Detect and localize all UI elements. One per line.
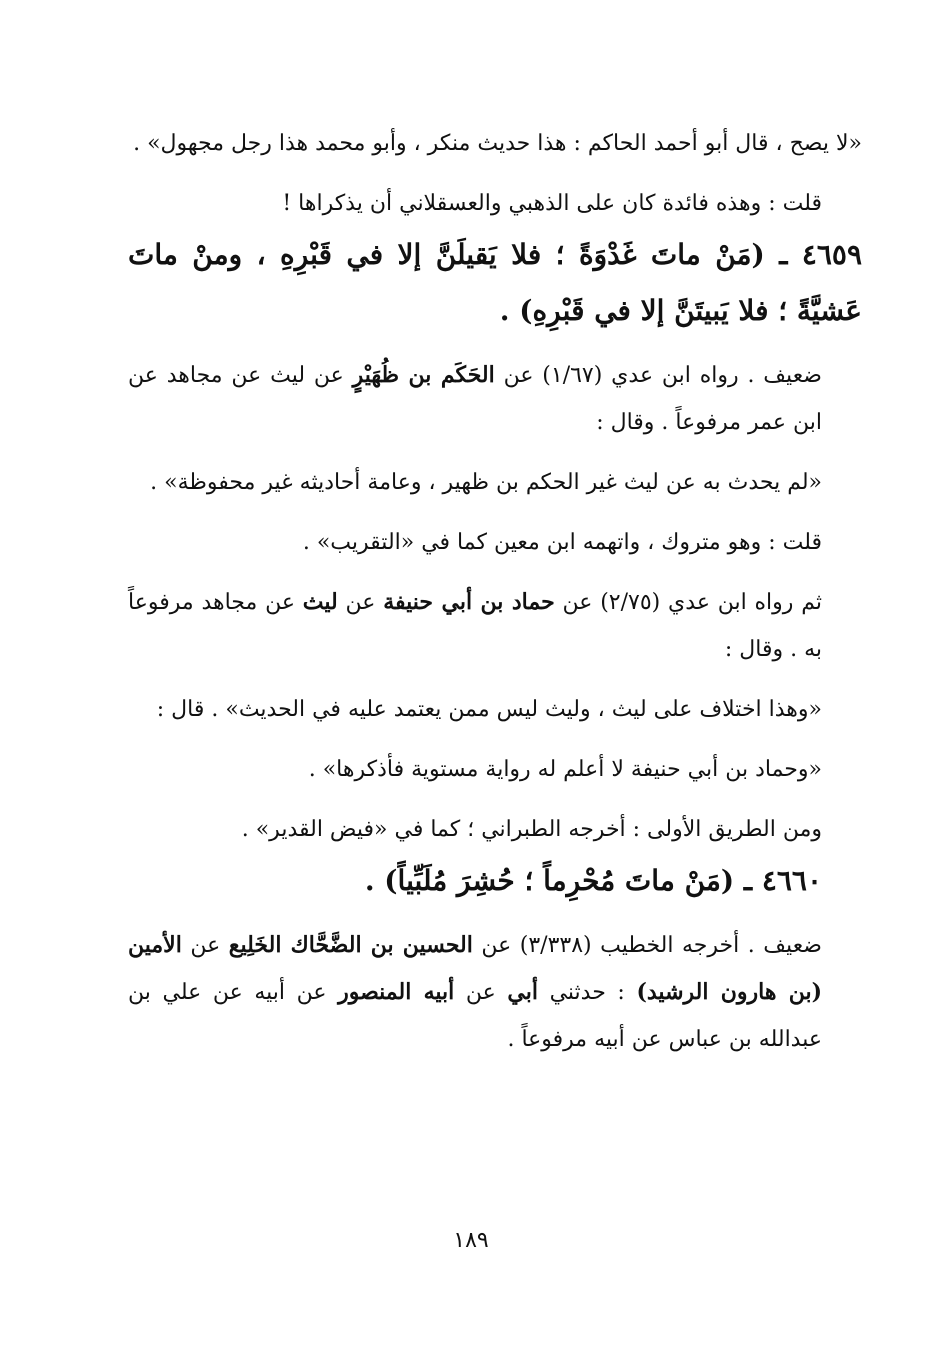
comment-paragraph: قلت : وهذه فائدة كان على الذهبي والعسقلاني أن يذكراها ! (282, 191, 822, 216)
takhrij-paragraph (128, 922, 862, 1063)
text-run: ضعيف . رواه ابن عدي (١/٦٧) عن (494, 363, 822, 388)
narrator-name: أبيه المنصور (338, 979, 455, 1005)
takhrij-paragraph (128, 352, 862, 446)
comment-paragraph: ومن الطريق الأولى : أخرجه الطبراني ؛ كما في «فيض القدير» . (241, 817, 822, 842)
comment-paragraph: قلت : وهو متروك ، واتهمه ابن معين كما في «التقريب» . (302, 530, 822, 555)
text-run: عن أبيه عن علي بن عبدالله بن عباس عن أبيه مرفوعاً . (128, 980, 822, 1052)
text-run: عن ليث عن مجاهد عن ابن عمر مرفوعاً . وقال : (128, 363, 822, 435)
text-run: عن (337, 590, 384, 615)
quote-paragraph: «وهذا اختلاف على ليث ، وليث ليس ممن يعتمد عليه في الحديث» . قال : (156, 697, 822, 722)
text-run: عن (454, 980, 508, 1005)
narrator-name: الأمين (بن هارون الرشيد) (128, 932, 822, 1005)
page-body (128, 120, 862, 1063)
quote-paragraph: «وحماد بن أبي حنيفة لا أعلم له رواية مستوية فأذكرها» . (308, 757, 822, 782)
narrator-name: الحَكَم بن ظُهَيْرٍ (352, 362, 495, 388)
text-run: ضعيف . أخرجه الخطيب (٣/٣٣٨) عن (472, 933, 822, 958)
narrator-name: الحسين بن الضَّحَّاك الخَلِيع (228, 932, 473, 958)
hadith-4659: ٤٦٥٩ ـ (مَنْ ماتَ غَدْوَةً ؛ فلا يَقيلَنَّ إلا في قَبْرِهِ ، ومنْ ماتَ عَشيَّةً ؛ فلا يَبيتَنَّ إلا في قَبْرِهِ) . (128, 238, 862, 327)
narrator-name: ليث (302, 589, 338, 615)
page-number: ١٨٩ (453, 1228, 489, 1253)
narrator-name: أبي (507, 979, 538, 1005)
quote-paragraph: «لم يحدث به عن ليث غير الحكم بن ظهير ، وعامة أحاديثه غير محفوظة» . (150, 470, 822, 495)
quote-paragraph: «لا يصح ، قال أبو أحمد الحاكم : هذا حديث منكر ، وأبو محمد هذا رجل مجهول» . (133, 131, 862, 156)
text-run: عن مجاهد مرفوعاً به . وقال : (128, 590, 822, 662)
hadith-4660: ٤٦٦٠ ـ (مَنْ ماتَ مُحْرِماً ؛ حُشِرَ مُلَبِّياً) . (364, 864, 822, 897)
text-run: : حدثني (537, 980, 637, 1005)
text-run: ثم رواه ابن عدي (٢/٧٥) عن (554, 590, 822, 615)
takhrij-paragraph (128, 579, 862, 673)
text-run: عن (181, 933, 229, 958)
narrator-name: حماد بن أبي حنيفة (383, 589, 555, 615)
